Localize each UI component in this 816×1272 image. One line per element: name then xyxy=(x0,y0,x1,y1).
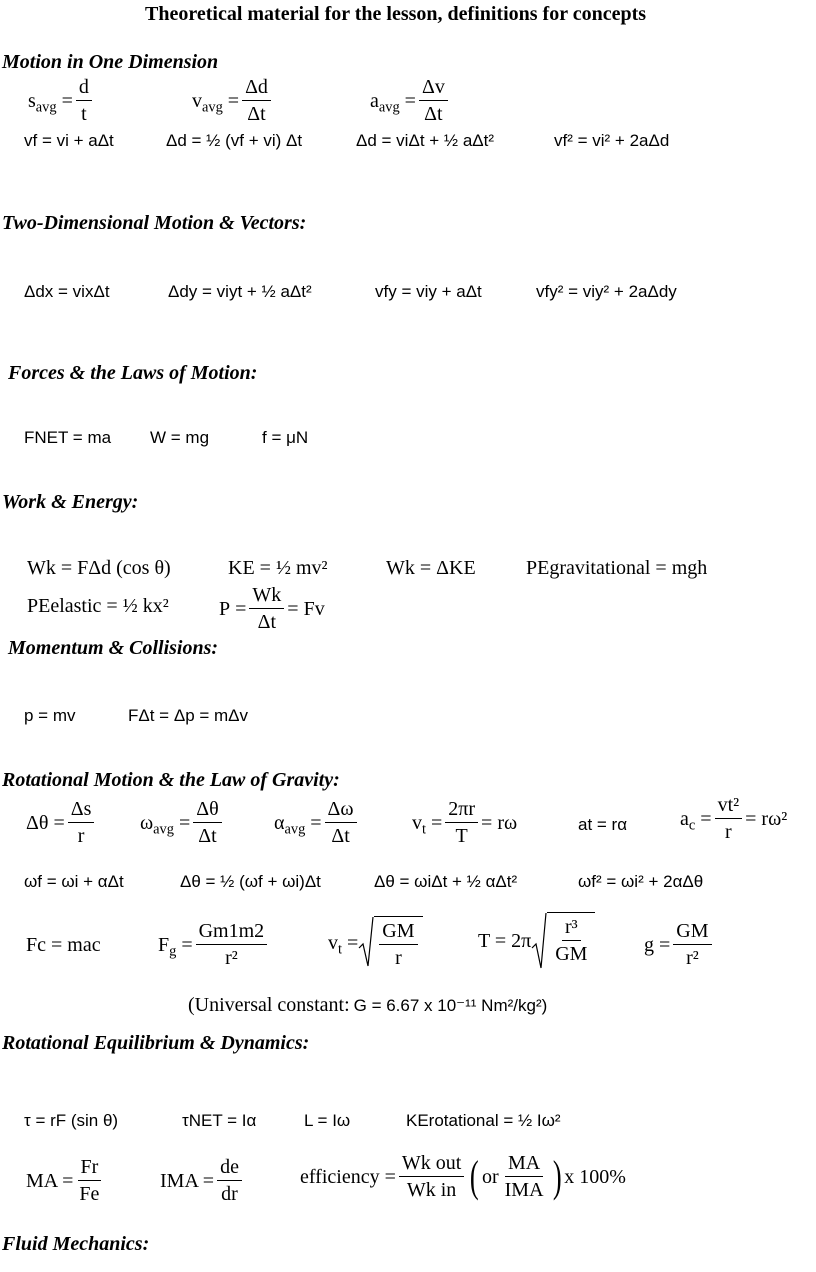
formula-impulse: FΔt = Δp = mΔv xyxy=(128,706,249,725)
omega-numerator: Δθ xyxy=(193,798,221,823)
formula-tangential-speed: $v_t$ = $\frac{2\pi r}{T}$ = rω xyxy=(412,798,518,847)
vt-denominator: T xyxy=(455,825,468,847)
efficiency-label: efficiency xyxy=(300,1165,380,1188)
sqrt-symbol xyxy=(531,912,595,970)
savg-numerator: d xyxy=(76,76,92,101)
formula-vertical-displacement: Δdy = viyt + ½ aΔt² xyxy=(168,282,312,301)
formula-weight: W = mg xyxy=(150,428,210,447)
formula-ideal-mechanical-advantage: IMA = $\frac{de}{dr}$ xyxy=(160,1156,245,1205)
fg-numerator: Gm1m2 xyxy=(196,920,268,945)
ma-numerator: Fr xyxy=(78,1156,102,1181)
heading-forces: Forces & the Laws of Motion: xyxy=(8,362,258,384)
formula-tangential-acceleration: at = rα xyxy=(578,815,628,834)
or-numerator: MA xyxy=(505,1152,543,1177)
formula-net-force: FNET = ma xyxy=(24,428,112,447)
formula-final-velocity: vf = vi + aΔt xyxy=(24,131,114,150)
formula-elastic-pe: PEelastic = ½ kx² xyxy=(27,595,169,617)
formula-orbital-speed: $v_t$ = $\frac{GM}{r}$ xyxy=(328,916,423,969)
constant-prefix: (Universal constant: xyxy=(188,994,350,1016)
formula-momentum: p = mv xyxy=(24,706,76,725)
formula-horizontal-displacement: Δdx = vixΔt xyxy=(24,282,110,301)
ima-numerator: de xyxy=(217,1156,242,1181)
ac-numerator: vt² xyxy=(715,794,743,819)
formula-efficiency: efficiency = Wk out Wk in ( or MA IMA ) x 100% xyxy=(300,1151,626,1201)
formula-power: P = $\frac{Wk}{\Delta t}$ = Fv xyxy=(219,584,325,633)
formula-average-angular-acceleration: $\alpha_{avg}$ = $\frac{\Delta\omega}{\Delta t}$ xyxy=(274,798,360,847)
vt2-numerator: GM xyxy=(379,920,417,945)
ima-denominator: dr xyxy=(221,1183,238,1205)
power-rhs: = Fv xyxy=(287,597,325,620)
aavg-numerator: Δv xyxy=(419,76,448,101)
formula-velocity-squared: vf² = vi² + 2aΔd xyxy=(554,131,670,150)
heading-momentum: Momentum & Collisions: xyxy=(8,637,219,659)
vt2-denominator: r xyxy=(395,947,402,969)
formula-work: Wk = FΔd (cos θ) xyxy=(27,557,171,579)
formula-angular-momentum: L = Iω xyxy=(304,1111,351,1130)
omega-denominator: Δt xyxy=(198,825,217,847)
formula-displacement-time: Δd = viΔt + ½ aΔt² xyxy=(356,131,495,150)
power-lhs: P xyxy=(219,597,231,620)
formula-centripetal-force: Fc = mac xyxy=(26,934,101,956)
percent-label: x 100% xyxy=(564,1165,626,1188)
formula-torque: τ = rF (sin θ) xyxy=(24,1111,119,1130)
heading-motion-one-dimension: Motion in One Dimension xyxy=(2,51,219,73)
formula-average-angular-velocity: $\omega_{avg}$ = $\frac{\Delta\theta}{\Delta t}$ xyxy=(140,798,225,847)
formula-gravitational-force: $F_g$ = $\frac{Gm1m2}{\text{r²}}$ xyxy=(158,920,270,969)
formula-angular-displacement: Δθ = $\frac{\Delta s}{r}$ xyxy=(26,798,97,847)
formula-work-energy-theorem: Wk = ΔKE xyxy=(386,557,476,579)
formula-kinetic-energy: KE = ½ mv² xyxy=(228,557,328,579)
T-numerator: r³ xyxy=(562,916,581,941)
alpha-denominator: Δt xyxy=(331,825,350,847)
heading-work-energy: Work & Energy: xyxy=(2,491,139,513)
formula-rotational-ke: KErotational = ½ Iω² xyxy=(406,1111,561,1130)
sqrt-symbol xyxy=(358,916,422,969)
ac-rhs: = rω² xyxy=(745,807,788,830)
formula-angular-velocity-squared: ωf² = ωi² + 2αΔθ xyxy=(578,872,704,891)
formula-angular-displacement-average: Δθ = ½ (ωf + ωi)Δt xyxy=(180,872,321,891)
formula-average-speed: $s_{avg}$ = $\frac{d}{t}$ xyxy=(28,76,95,125)
or-label: or xyxy=(481,1165,499,1188)
vavg-numerator: Δd xyxy=(242,76,271,101)
formula-final-angular-velocity: ωf = ωi + αΔt xyxy=(24,872,124,891)
constant-value: G = 6.67 x 10⁻¹¹ Nm²/kg²) xyxy=(353,996,548,1015)
alpha-numerator: Δω xyxy=(325,798,357,823)
page-title: Theoretical material for the lesson, definitions for concepts xyxy=(145,3,647,25)
formula-gravitational-pe: PEgravitational = mgh xyxy=(526,557,708,579)
or-denominator: IMA xyxy=(504,1179,544,1201)
formula-vertical-velocity-squared: vfy² = viy² + 2aΔdy xyxy=(536,282,677,301)
g-denominator: r² xyxy=(686,947,699,969)
T-denominator: GM xyxy=(555,943,588,965)
vavg-denominator: Δt xyxy=(247,103,266,125)
formula-gravitational-field: g = $\frac{GM}{\text{r²}}$ xyxy=(644,920,715,969)
aavg-denominator: Δt xyxy=(424,103,443,125)
formula-average-velocity: $v_{avg}$ = $\frac{\Delta d}{\Delta t}$ xyxy=(192,76,274,125)
fg-denominator: r² xyxy=(225,947,238,969)
formula-centripetal-acceleration: $a_c$ = $\frac{\text{vt²}}{r}$ = rω² xyxy=(680,794,788,843)
power-denominator: Δt xyxy=(257,611,277,633)
heading-two-dimensional-motion: Two-Dimensional Motion & Vectors: xyxy=(2,212,307,234)
heading-fluid-mechanics: Fluid Mechanics: xyxy=(2,1233,150,1255)
ma-denominator: Fe xyxy=(79,1183,100,1205)
power-numerator: Wk xyxy=(249,584,284,609)
formula-net-torque: τNET = Iα xyxy=(182,1111,257,1130)
vt-rhs: = rω xyxy=(481,811,518,834)
savg-denominator: t xyxy=(81,103,87,125)
dtheta-denominator: r xyxy=(77,825,85,847)
efficiency-numerator: Wk out xyxy=(399,1152,464,1177)
dtheta-numerator: Δs xyxy=(68,798,95,823)
formula-mechanical-advantage: MA = $\frac{Fr}{Fe}$ xyxy=(26,1156,105,1205)
ac-denominator: r xyxy=(725,821,732,843)
formula-orbital-period: T = 2π $\frac{\text{r³}}{GM}$ xyxy=(478,912,595,970)
formula-angular-displacement-time: Δθ = ωiΔt + ½ αΔt² xyxy=(374,872,518,891)
formula-friction: f = μN xyxy=(262,428,309,447)
formula-displacement-average: Δd = ½ (vf + vi) Δt xyxy=(166,131,303,150)
g-numerator: GM xyxy=(673,920,711,945)
heading-rotational-equilibrium: Rotational Equilibrium & Dynamics: xyxy=(2,1032,310,1054)
vt-numerator: 2πr xyxy=(445,798,478,823)
heading-rotational-motion: Rotational Motion & the Law of Gravity: xyxy=(2,769,340,791)
formula-average-acceleration: $a_{avg}$ = $\frac{\Delta v}{\Delta t}$ xyxy=(370,76,451,125)
efficiency-denominator: Wk in xyxy=(406,1179,457,1201)
universal-constant xyxy=(188,995,547,1015)
formula-vertical-velocity: vfy = viy + aΔt xyxy=(375,282,482,301)
